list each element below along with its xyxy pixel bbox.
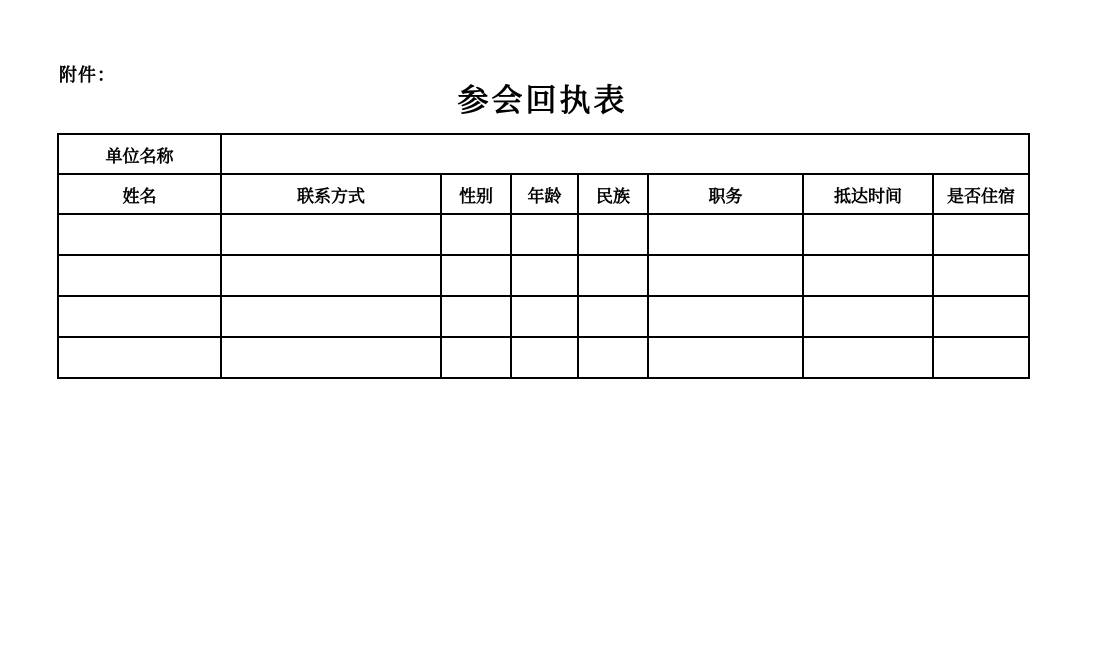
cell-gender [441, 214, 511, 255]
cell-name [58, 255, 221, 296]
cell-gender [441, 337, 511, 378]
cell-gender [441, 296, 511, 337]
cell-contact [221, 296, 441, 337]
page-title: 参会回执表 [457, 83, 628, 118]
cell-arrival-time [803, 214, 933, 255]
cell-gender [441, 255, 511, 296]
table-row [58, 214, 1029, 255]
attachment-label: 附件： [59, 65, 116, 85]
cell-position [648, 214, 803, 255]
cell-position [648, 296, 803, 337]
cell-name [58, 296, 221, 337]
column-header-accommodation: 是否住宿 [933, 174, 1029, 214]
column-header-age: 年龄 [511, 174, 578, 214]
unit-name-value-cell [221, 134, 1029, 174]
cell-arrival-time [803, 337, 933, 378]
column-header-ethnicity: 民族 [578, 174, 648, 214]
column-header-name: 姓名 [58, 174, 221, 214]
table-row [58, 337, 1029, 378]
cell-age [511, 296, 578, 337]
cell-arrival-time [803, 255, 933, 296]
cell-contact [221, 337, 441, 378]
cell-ethnicity [578, 255, 648, 296]
cell-accommodation [933, 214, 1029, 255]
column-header-position: 职务 [648, 174, 803, 214]
cell-contact [221, 214, 441, 255]
cell-position [648, 337, 803, 378]
cell-ethnicity [578, 337, 648, 378]
cell-name [58, 214, 221, 255]
table-row [58, 255, 1029, 296]
reply-form-table [57, 133, 1030, 379]
cell-age [511, 255, 578, 296]
cell-age [511, 214, 578, 255]
column-header-gender: 性别 [441, 174, 511, 214]
cell-ethnicity [578, 296, 648, 337]
unit-name-label: 单位名称 [58, 134, 221, 174]
cell-contact [221, 255, 441, 296]
cell-name [58, 337, 221, 378]
column-header-contact: 联系方式 [221, 174, 441, 214]
column-header-row [58, 174, 1029, 214]
cell-age [511, 337, 578, 378]
cell-position [648, 255, 803, 296]
cell-arrival-time [803, 296, 933, 337]
cell-accommodation [933, 255, 1029, 296]
cell-ethnicity [578, 214, 648, 255]
unit-name-row [58, 134, 1029, 174]
cell-accommodation [933, 337, 1029, 378]
column-header-arrival-time: 抵达时间 [803, 174, 933, 214]
table-row [58, 296, 1029, 337]
cell-accommodation [933, 296, 1029, 337]
